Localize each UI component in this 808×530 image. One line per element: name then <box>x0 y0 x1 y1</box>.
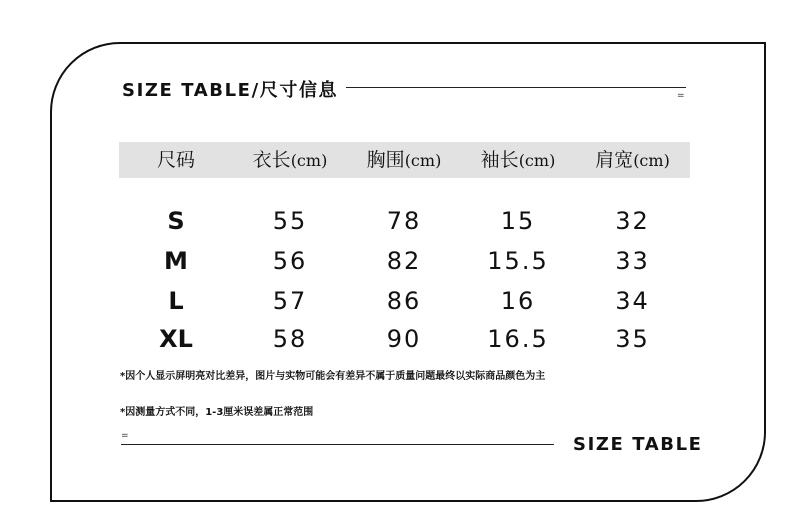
disclaimer-measurement-note: *因测量方式不同，1-3厘米误差属正常范围 <box>120 407 314 418</box>
cell-chest: 82 <box>386 247 422 275</box>
disclaimer-color-note: *因个人显示屏明亮对比差异，图片与实物可能会有差异不属于质量问题最终以实际商品颜色为主 <box>120 371 546 382</box>
table-row <box>119 320 690 358</box>
cell-length: 58 <box>272 325 308 353</box>
cell-size: L <box>168 287 184 315</box>
cell-chest: 90 <box>386 325 422 353</box>
page-title: SIZE TABLE/尺寸信息 <box>122 80 339 101</box>
bottom-equals-mark: = <box>121 431 129 441</box>
cell-length: 56 <box>272 247 308 275</box>
cell-chest: 86 <box>386 287 422 315</box>
cell-length: 57 <box>272 287 308 315</box>
title-divider <box>346 87 686 88</box>
header-size: 尺码 <box>156 149 195 171</box>
cell-size: M <box>164 247 188 275</box>
title-equals-mark: = <box>677 91 685 101</box>
header-chest: 胸围(cm) <box>366 149 442 171</box>
cell-size: S <box>167 207 185 235</box>
cell-length: 55 <box>272 207 308 235</box>
bottom-title: SIZE TABLE <box>573 434 703 455</box>
cell-shoulder: 33 <box>615 247 650 275</box>
cell-sleeve: 16.5 <box>487 325 549 353</box>
cell-shoulder: 35 <box>615 325 650 353</box>
bottom-divider <box>121 444 554 445</box>
header-length: 衣长(cm) <box>252 149 328 171</box>
table-row <box>119 202 690 240</box>
cell-sleeve: 15 <box>500 207 536 235</box>
cell-sleeve: 15.5 <box>487 247 549 275</box>
cell-sleeve: 16 <box>500 287 536 315</box>
table-row <box>119 282 690 320</box>
cell-shoulder: 34 <box>615 287 650 315</box>
cell-chest: 78 <box>386 207 422 235</box>
table-row <box>119 242 690 280</box>
header-shoulder: 肩宽(cm) <box>595 149 670 171</box>
header-sleeve: 袖长(cm) <box>480 149 556 171</box>
table-header <box>119 142 690 178</box>
cell-size: XL <box>159 325 193 353</box>
cell-shoulder: 32 <box>615 207 650 235</box>
